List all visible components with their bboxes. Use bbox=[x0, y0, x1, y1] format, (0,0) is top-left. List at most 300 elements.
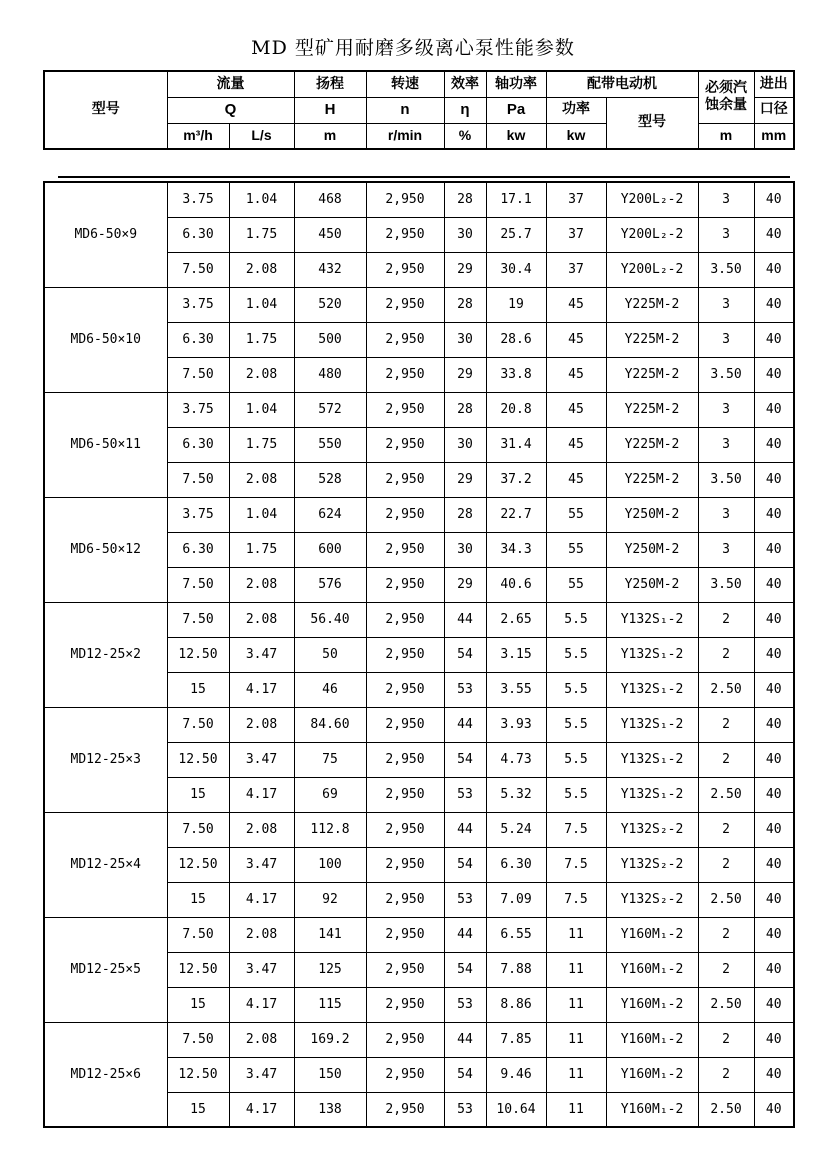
shaft-power-cell: 10.64 bbox=[486, 1092, 546, 1127]
speed-cell: 2,950 bbox=[366, 987, 444, 1022]
head-cell: 138 bbox=[294, 1092, 366, 1127]
pump-model-cell: MD6-50×9 bbox=[44, 182, 167, 287]
shaft-power-cell: 28.6 bbox=[486, 322, 546, 357]
col-header-port-line2: 口径 bbox=[754, 97, 794, 123]
motor-power-cell: 11 bbox=[546, 1092, 606, 1127]
motor-power-cell: 11 bbox=[546, 952, 606, 987]
pump-data-table bbox=[43, 181, 795, 1128]
motor-power-cell: 55 bbox=[546, 567, 606, 602]
npsh-cell: 3 bbox=[698, 532, 754, 567]
head-cell: 115 bbox=[294, 987, 366, 1022]
table-row bbox=[44, 497, 794, 532]
motor-power-cell: 7.5 bbox=[546, 847, 606, 882]
speed-cell: 2,950 bbox=[366, 1022, 444, 1057]
head-unit: m bbox=[294, 123, 366, 149]
shaft-power-cell: 6.30 bbox=[486, 847, 546, 882]
shaft-power-cell: 22.7 bbox=[486, 497, 546, 532]
efficiency-cell: 28 bbox=[444, 287, 486, 322]
flow-ls-cell: 1.04 bbox=[229, 182, 294, 217]
speed-cell: 2,950 bbox=[366, 252, 444, 287]
motor-model-cell: Y132S₁-2 bbox=[606, 707, 698, 742]
efficiency-cell: 29 bbox=[444, 462, 486, 497]
shaft-power-cell: 3.55 bbox=[486, 672, 546, 707]
shaft-power-cell: 34.3 bbox=[486, 532, 546, 567]
speed-cell: 2,950 bbox=[366, 427, 444, 462]
speed-cell: 2,950 bbox=[366, 287, 444, 322]
flow-unit-m3h: m³/h bbox=[167, 123, 229, 149]
table-row bbox=[44, 917, 794, 952]
npsh-cell: 2.50 bbox=[698, 1092, 754, 1127]
npsh-cell: 2 bbox=[698, 637, 754, 672]
npsh-cell: 3.50 bbox=[698, 357, 754, 392]
efficiency-cell: 53 bbox=[444, 672, 486, 707]
npsh-cell: 3 bbox=[698, 392, 754, 427]
pump-model-cell: MD12-25×5 bbox=[44, 917, 167, 1022]
col-header-speed: 转速 bbox=[366, 71, 444, 97]
port-diameter-cell: 40 bbox=[754, 182, 794, 217]
efficiency-cell: 28 bbox=[444, 497, 486, 532]
pump-model-cell: MD6-50×10 bbox=[44, 287, 167, 392]
port-diameter-cell: 40 bbox=[754, 917, 794, 952]
efficiency-cell: 30 bbox=[444, 427, 486, 462]
flow-ls-cell: 4.17 bbox=[229, 987, 294, 1022]
col-header-npsh bbox=[698, 71, 754, 123]
shaft-power-cell: 19 bbox=[486, 287, 546, 322]
col-header-efficiency: 效率 bbox=[444, 71, 486, 97]
speed-cell: 2,950 bbox=[366, 392, 444, 427]
motor-model-cell: Y250M-2 bbox=[606, 532, 698, 567]
head-cell: 84.60 bbox=[294, 707, 366, 742]
npsh-cell: 3 bbox=[698, 427, 754, 462]
speed-cell: 2,950 bbox=[366, 602, 444, 637]
port-diameter-cell: 40 bbox=[754, 462, 794, 497]
motor-model-cell: Y225M-2 bbox=[606, 462, 698, 497]
motor-power-cell: 45 bbox=[546, 462, 606, 497]
head-cell: 576 bbox=[294, 567, 366, 602]
motor-power-cell: 37 bbox=[546, 252, 606, 287]
npsh-cell: 2 bbox=[698, 812, 754, 847]
motor-model-cell: Y132S₁-2 bbox=[606, 777, 698, 812]
flow-m3h-cell: 7.50 bbox=[167, 917, 229, 952]
head-cell: 450 bbox=[294, 217, 366, 252]
pump-model-cell: MD6-50×11 bbox=[44, 392, 167, 497]
port-diameter-cell: 40 bbox=[754, 952, 794, 987]
head-cell: 600 bbox=[294, 532, 366, 567]
speed-cell: 2,950 bbox=[366, 707, 444, 742]
motor-power-cell: 5.5 bbox=[546, 742, 606, 777]
efficiency-cell: 29 bbox=[444, 357, 486, 392]
motor-power-unit: kw bbox=[546, 123, 606, 149]
flow-ls-cell: 1.04 bbox=[229, 497, 294, 532]
flow-m3h-cell: 7.50 bbox=[167, 602, 229, 637]
efficiency-cell: 28 bbox=[444, 392, 486, 427]
header-table bbox=[43, 70, 795, 150]
npsh-cell: 3 bbox=[698, 322, 754, 357]
head-cell: 50 bbox=[294, 637, 366, 672]
head-cell: 480 bbox=[294, 357, 366, 392]
efficiency-cell: 44 bbox=[444, 707, 486, 742]
port-diameter-cell: 40 bbox=[754, 392, 794, 427]
head-cell: 169.2 bbox=[294, 1022, 366, 1057]
flow-m3h-cell: 12.50 bbox=[167, 952, 229, 987]
port-diameter-cell: 40 bbox=[754, 847, 794, 882]
speed-cell: 2,950 bbox=[366, 847, 444, 882]
speed-cell: 2,950 bbox=[366, 672, 444, 707]
flow-m3h-cell: 7.50 bbox=[167, 1022, 229, 1057]
speed-cell: 2,950 bbox=[366, 812, 444, 847]
port-diameter-cell: 40 bbox=[754, 707, 794, 742]
speed-cell: 2,950 bbox=[366, 357, 444, 392]
head-cell: 92 bbox=[294, 882, 366, 917]
flow-m3h-cell: 7.50 bbox=[167, 567, 229, 602]
npsh-unit: m bbox=[698, 123, 754, 149]
motor-power-cell: 11 bbox=[546, 917, 606, 952]
port-diameter-cell: 40 bbox=[754, 287, 794, 322]
flow-m3h-cell: 15 bbox=[167, 672, 229, 707]
table-row bbox=[44, 392, 794, 427]
shaft-power-cell: 20.8 bbox=[486, 392, 546, 427]
head-cell: 69 bbox=[294, 777, 366, 812]
motor-model-header: 型号 bbox=[606, 97, 698, 149]
flow-ls-cell: 3.47 bbox=[229, 742, 294, 777]
motor-model-cell: Y132S₁-2 bbox=[606, 742, 698, 777]
npsh-cell: 2 bbox=[698, 1057, 754, 1092]
npsh-cell: 2 bbox=[698, 847, 754, 882]
speed-cell: 2,950 bbox=[366, 1057, 444, 1092]
speed-cell: 2,950 bbox=[366, 1092, 444, 1127]
motor-power-cell: 5.5 bbox=[546, 602, 606, 637]
npsh-cell: 2 bbox=[698, 602, 754, 637]
motor-power-cell: 37 bbox=[546, 217, 606, 252]
port-diameter-cell: 40 bbox=[754, 532, 794, 567]
efficiency-cell: 29 bbox=[444, 252, 486, 287]
port-diameter-cell: 40 bbox=[754, 742, 794, 777]
speed-cell: 2,950 bbox=[366, 952, 444, 987]
pump-model-cell: MD12-25×6 bbox=[44, 1022, 167, 1127]
flow-m3h-cell: 12.50 bbox=[167, 742, 229, 777]
motor-model-cell: Y200L₂-2 bbox=[606, 182, 698, 217]
motor-model-cell: Y225M-2 bbox=[606, 322, 698, 357]
efficiency-cell: 44 bbox=[444, 602, 486, 637]
motor-model-cell: Y132S₁-2 bbox=[606, 672, 698, 707]
efficiency-cell: 54 bbox=[444, 742, 486, 777]
motor-model-cell: Y160M₁-2 bbox=[606, 917, 698, 952]
npsh-cell: 2 bbox=[698, 1022, 754, 1057]
npsh-cell: 3 bbox=[698, 287, 754, 322]
motor-power-cell: 5.5 bbox=[546, 707, 606, 742]
efficiency-cell: 53 bbox=[444, 987, 486, 1022]
col-header-flow: 流量 bbox=[167, 71, 294, 97]
npsh-cell: 3 bbox=[698, 497, 754, 532]
head-cell: 75 bbox=[294, 742, 366, 777]
head-cell: 624 bbox=[294, 497, 366, 532]
efficiency-cell: 44 bbox=[444, 917, 486, 952]
flow-ls-cell: 3.47 bbox=[229, 847, 294, 882]
npsh-cell: 2.50 bbox=[698, 672, 754, 707]
flow-ls-cell: 2.08 bbox=[229, 357, 294, 392]
flow-m3h-cell: 12.50 bbox=[167, 1057, 229, 1092]
motor-power-cell: 7.5 bbox=[546, 812, 606, 847]
npsh-cell: 3.50 bbox=[698, 462, 754, 497]
npsh-cell: 3 bbox=[698, 217, 754, 252]
shaft-power-symbol: Pa bbox=[486, 97, 546, 123]
shaft-power-cell: 30.4 bbox=[486, 252, 546, 287]
port-diameter-cell: 40 bbox=[754, 1092, 794, 1127]
flow-m3h-cell: 6.30 bbox=[167, 532, 229, 567]
efficiency-cell: 54 bbox=[444, 952, 486, 987]
port-diameter-cell: 40 bbox=[754, 322, 794, 357]
efficiency-cell: 44 bbox=[444, 812, 486, 847]
motor-model-cell: Y132S₂-2 bbox=[606, 847, 698, 882]
npsh-cell: 2 bbox=[698, 742, 754, 777]
flow-ls-cell: 3.47 bbox=[229, 637, 294, 672]
shaft-power-cell: 25.7 bbox=[486, 217, 546, 252]
head-symbol: H bbox=[294, 97, 366, 123]
pump-model-cell: MD6-50×12 bbox=[44, 497, 167, 602]
efficiency-cell: 54 bbox=[444, 637, 486, 672]
speed-cell: 2,950 bbox=[366, 637, 444, 672]
port-diameter-cell: 40 bbox=[754, 672, 794, 707]
efficiency-cell: 53 bbox=[444, 777, 486, 812]
flow-ls-cell: 2.08 bbox=[229, 812, 294, 847]
flow-m3h-cell: 12.50 bbox=[167, 847, 229, 882]
flow-symbol: Q bbox=[167, 97, 294, 123]
port-diameter-cell: 40 bbox=[754, 777, 794, 812]
motor-power-cell: 11 bbox=[546, 1022, 606, 1057]
port-diameter-cell: 40 bbox=[754, 812, 794, 847]
flow-ls-cell: 3.47 bbox=[229, 952, 294, 987]
shaft-power-cell: 33.8 bbox=[486, 357, 546, 392]
npsh-cell: 2.50 bbox=[698, 882, 754, 917]
head-cell: 550 bbox=[294, 427, 366, 462]
flow-ls-cell: 4.17 bbox=[229, 672, 294, 707]
shaft-power-cell: 8.86 bbox=[486, 987, 546, 1022]
flow-m3h-cell: 15 bbox=[167, 987, 229, 1022]
motor-power-cell: 7.5 bbox=[546, 882, 606, 917]
efficiency-cell: 29 bbox=[444, 567, 486, 602]
table-row bbox=[44, 287, 794, 322]
motor-model-cell: Y160M₁-2 bbox=[606, 1057, 698, 1092]
page-title: MD 型矿用耐磨多级离心泵性能参数 bbox=[251, 37, 575, 59]
motor-model-cell: Y160M₁-2 bbox=[606, 987, 698, 1022]
head-cell: 150 bbox=[294, 1057, 366, 1092]
motor-power-cell: 45 bbox=[546, 427, 606, 462]
flow-m3h-cell: 6.30 bbox=[167, 427, 229, 462]
efficiency-cell: 44 bbox=[444, 1022, 486, 1057]
npsh-cell: 2 bbox=[698, 707, 754, 742]
port-diameter-cell: 40 bbox=[754, 357, 794, 392]
shaft-power-cell: 4.73 bbox=[486, 742, 546, 777]
motor-model-cell: Y132S₁-2 bbox=[606, 637, 698, 672]
flow-m3h-cell: 3.75 bbox=[167, 287, 229, 322]
flow-ls-cell: 1.75 bbox=[229, 427, 294, 462]
port-diameter-cell: 40 bbox=[754, 567, 794, 602]
motor-power-cell: 45 bbox=[546, 287, 606, 322]
col-header-motor: 配带电动机 bbox=[546, 71, 698, 97]
flow-m3h-cell: 7.50 bbox=[167, 462, 229, 497]
speed-cell: 2,950 bbox=[366, 917, 444, 952]
motor-model-cell: Y200L₂-2 bbox=[606, 217, 698, 252]
efficiency-cell: 30 bbox=[444, 532, 486, 567]
port-diameter-cell: 40 bbox=[754, 252, 794, 287]
col-header-model: 型号 bbox=[44, 71, 167, 149]
motor-power-cell: 45 bbox=[546, 322, 606, 357]
head-cell: 468 bbox=[294, 182, 366, 217]
table-row bbox=[44, 707, 794, 742]
flow-ls-cell: 1.75 bbox=[229, 322, 294, 357]
shaft-power-cell: 3.15 bbox=[486, 637, 546, 672]
speed-cell: 2,950 bbox=[366, 777, 444, 812]
head-cell: 141 bbox=[294, 917, 366, 952]
flow-m3h-cell: 7.50 bbox=[167, 812, 229, 847]
flow-m3h-cell: 12.50 bbox=[167, 637, 229, 672]
table-top-rule bbox=[58, 176, 790, 178]
motor-model-cell: Y225M-2 bbox=[606, 357, 698, 392]
efficiency-cell: 30 bbox=[444, 217, 486, 252]
shaft-power-cell: 9.46 bbox=[486, 1057, 546, 1092]
port-diameter-cell: 40 bbox=[754, 987, 794, 1022]
motor-model-cell: Y160M₁-2 bbox=[606, 1022, 698, 1057]
motor-model-cell: Y250M-2 bbox=[606, 497, 698, 532]
flow-ls-cell: 1.04 bbox=[229, 287, 294, 322]
shaft-power-cell: 7.85 bbox=[486, 1022, 546, 1057]
efficiency-unit: % bbox=[444, 123, 486, 149]
pump-model-cell: MD12-25×2 bbox=[44, 602, 167, 707]
flow-m3h-cell: 6.30 bbox=[167, 322, 229, 357]
speed-cell: 2,950 bbox=[366, 567, 444, 602]
flow-m3h-cell: 7.50 bbox=[167, 707, 229, 742]
shaft-power-cell: 3.93 bbox=[486, 707, 546, 742]
motor-model-cell: Y225M-2 bbox=[606, 392, 698, 427]
flow-ls-cell: 2.08 bbox=[229, 252, 294, 287]
flow-ls-cell: 2.08 bbox=[229, 707, 294, 742]
shaft-power-unit: kw bbox=[486, 123, 546, 149]
flow-ls-cell: 2.08 bbox=[229, 462, 294, 497]
flow-ls-cell: 4.17 bbox=[229, 777, 294, 812]
speed-unit: r/min bbox=[366, 123, 444, 149]
flow-m3h-cell: 7.50 bbox=[167, 357, 229, 392]
flow-m3h-cell: 15 bbox=[167, 777, 229, 812]
npsh-cell: 3.50 bbox=[698, 567, 754, 602]
motor-model-cell: Y160M₁-2 bbox=[606, 1092, 698, 1127]
head-cell: 125 bbox=[294, 952, 366, 987]
flow-ls-cell: 2.08 bbox=[229, 567, 294, 602]
flow-m3h-cell: 3.75 bbox=[167, 182, 229, 217]
table-row bbox=[44, 812, 794, 847]
port-diameter-cell: 40 bbox=[754, 217, 794, 252]
efficiency-cell: 53 bbox=[444, 1092, 486, 1127]
flow-ls-cell: 4.17 bbox=[229, 882, 294, 917]
flow-unit-ls: L/s bbox=[229, 123, 294, 149]
motor-model-cell: Y132S₂-2 bbox=[606, 812, 698, 847]
flow-ls-cell: 2.08 bbox=[229, 1022, 294, 1057]
col-header-shaft-power: 轴功率 bbox=[486, 71, 546, 97]
npsh-cell: 2.50 bbox=[698, 987, 754, 1022]
port-unit: mm bbox=[754, 123, 794, 149]
shaft-power-cell: 37.2 bbox=[486, 462, 546, 497]
shaft-power-cell: 17.1 bbox=[486, 182, 546, 217]
flow-m3h-cell: 3.75 bbox=[167, 497, 229, 532]
flow-m3h-cell: 3.75 bbox=[167, 392, 229, 427]
speed-cell: 2,950 bbox=[366, 462, 444, 497]
npsh-cell: 3 bbox=[698, 182, 754, 217]
shaft-power-cell: 2.65 bbox=[486, 602, 546, 637]
port-diameter-cell: 40 bbox=[754, 1057, 794, 1092]
port-diameter-cell: 40 bbox=[754, 637, 794, 672]
motor-model-cell: Y132S₂-2 bbox=[606, 882, 698, 917]
motor-model-cell: Y160M₁-2 bbox=[606, 952, 698, 987]
port-diameter-cell: 40 bbox=[754, 602, 794, 637]
npsh-label-line1: 必须汽 bbox=[705, 79, 747, 96]
motor-power-cell: 11 bbox=[546, 1057, 606, 1092]
motor-model-cell: Y132S₁-2 bbox=[606, 602, 698, 637]
head-cell: 112.8 bbox=[294, 812, 366, 847]
npsh-cell: 2 bbox=[698, 952, 754, 987]
shaft-power-cell: 5.32 bbox=[486, 777, 546, 812]
port-diameter-cell: 40 bbox=[754, 497, 794, 532]
head-cell: 572 bbox=[294, 392, 366, 427]
efficiency-cell: 28 bbox=[444, 182, 486, 217]
flow-m3h-cell: 15 bbox=[167, 882, 229, 917]
flow-m3h-cell: 6.30 bbox=[167, 217, 229, 252]
pump-model-cell: MD12-25×4 bbox=[44, 812, 167, 917]
col-header-head: 扬程 bbox=[294, 71, 366, 97]
motor-power-cell: 45 bbox=[546, 392, 606, 427]
flow-m3h-cell: 7.50 bbox=[167, 252, 229, 287]
port-diameter-cell: 40 bbox=[754, 1022, 794, 1057]
pump-table-body bbox=[44, 182, 794, 1127]
motor-power-cell: 37 bbox=[546, 182, 606, 217]
motor-model-cell: Y225M-2 bbox=[606, 287, 698, 322]
speed-cell: 2,950 bbox=[366, 532, 444, 567]
header-row-1 bbox=[44, 71, 794, 97]
head-cell: 432 bbox=[294, 252, 366, 287]
col-header-port-line1: 进出 bbox=[754, 71, 794, 97]
speed-cell: 2,950 bbox=[366, 882, 444, 917]
motor-model-cell: Y200L₂-2 bbox=[606, 252, 698, 287]
pump-model-cell: MD12-25×3 bbox=[44, 707, 167, 812]
flow-ls-cell: 1.75 bbox=[229, 532, 294, 567]
head-cell: 56.40 bbox=[294, 602, 366, 637]
head-cell: 100 bbox=[294, 847, 366, 882]
flow-ls-cell: 4.17 bbox=[229, 1092, 294, 1127]
speed-cell: 2,950 bbox=[366, 742, 444, 777]
speed-cell: 2,950 bbox=[366, 322, 444, 357]
efficiency-cell: 54 bbox=[444, 1057, 486, 1092]
motor-power-cell: 5.5 bbox=[546, 777, 606, 812]
npsh-label-line2: 蚀余量 bbox=[705, 97, 747, 114]
speed-symbol: n bbox=[366, 97, 444, 123]
motor-model-cell: Y225M-2 bbox=[606, 427, 698, 462]
motor-model-cell: Y250M-2 bbox=[606, 567, 698, 602]
head-cell: 520 bbox=[294, 287, 366, 322]
speed-cell: 2,950 bbox=[366, 497, 444, 532]
motor-power-cell: 45 bbox=[546, 357, 606, 392]
head-cell: 528 bbox=[294, 462, 366, 497]
efficiency-cell: 53 bbox=[444, 882, 486, 917]
efficiency-cell: 54 bbox=[444, 847, 486, 882]
shaft-power-cell: 40.6 bbox=[486, 567, 546, 602]
motor-power-cell: 55 bbox=[546, 532, 606, 567]
flow-ls-cell: 1.04 bbox=[229, 392, 294, 427]
port-diameter-cell: 40 bbox=[754, 427, 794, 462]
motor-power-cell: 5.5 bbox=[546, 637, 606, 672]
table-row bbox=[44, 1022, 794, 1057]
table-row bbox=[44, 602, 794, 637]
head-cell: 500 bbox=[294, 322, 366, 357]
flow-ls-cell: 2.08 bbox=[229, 917, 294, 952]
npsh-cell: 2.50 bbox=[698, 777, 754, 812]
